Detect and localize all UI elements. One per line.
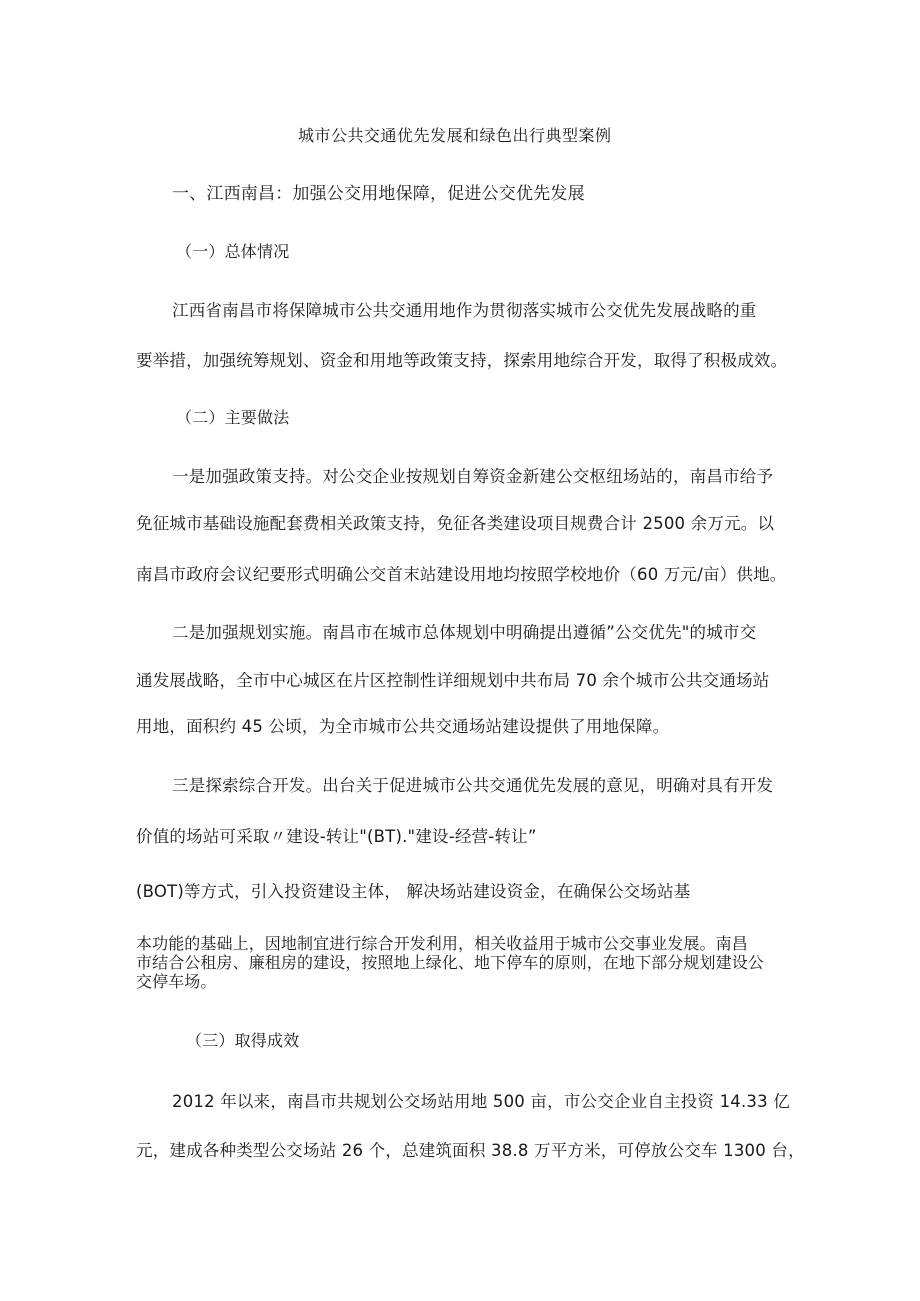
subsection-heading-results: （三）取得成效	[186, 1031, 300, 1050]
paragraph-3-line-2: 通发展战略，全市中心城区在片区控制性详细规划中共布局 70 余个城市公共交通场站	[136, 671, 770, 690]
document-title: 城市公共交通优先发展和绿色出行典型案例	[298, 126, 612, 145]
paragraph-4-line-1: 三是探索综合开发。出台关于促进城市公共交通优先发展的意见，明确对具有开发	[172, 776, 774, 795]
paragraph-5-line-1: 2012 年以来，南昌市共规划公交场站用地 500 亩，市公交企业自主投资 14.33 亿	[172, 1092, 790, 1111]
paragraph-4-line-3: (BOT)等方式，引入投资建设主体， 解决场站建设资金，在确保公交场站基	[136, 882, 691, 901]
paragraph-4-line-4: 本功能的基础上，因地制宜进行综合开发利用，相关收益用于城市公交事业发展。南昌	[136, 934, 748, 953]
paragraph-4-line-6: 交停车场。	[136, 972, 217, 991]
paragraph-4-line-5: 市结合公租房、廉租房的建设，按照地上绿化、地下停车的原则，在地下部分规划建设公	[136, 953, 764, 972]
paragraph-2-line-1: 一是加强政策支持。对公交企业按规划自筹资金新建公交枢纽场站的，南昌市给予	[172, 467, 774, 486]
paragraph-2-line-3: 南昌市政府会议纪要形式明确公交首末站建设用地均按照学校地价（60 万元/亩）供地。	[136, 565, 787, 584]
paragraph-3-line-3: 用地，面积约 45 公顷，为全市城市公共交通场站建设提供了用地保障。	[136, 717, 670, 736]
paragraph-5-line-2: 元，建成各种类型公交场站 26 个，总建筑面积 38.8 万平方米，可停放公交车 1300 台，	[136, 1141, 805, 1160]
paragraph-4-line-2: 价值的场站可采取〃建设-转让"(BT)."建设-经营-转让”	[136, 827, 537, 846]
paragraph-1-line-1: 江西省南昌市将保障城市公共交通用地作为贯彻落实城市公交优先发展战略的重	[172, 301, 757, 320]
paragraph-3-line-1: 二是加强规划实施。南昌市在城市总体规划中明确提出遵循”公交优先"的城市交	[172, 623, 757, 642]
subsection-heading-overview: （一）总体情况	[176, 242, 290, 261]
paragraph-2-line-2: 免征城市基础设施配套费相关政策支持，免征各类建设项目规费合计 2500 余万元。以	[136, 514, 775, 533]
paragraph-1-line-2: 要举措，加强统筹规划、资金和用地等政策支持，探索用地综合开发，取得了积极成效。	[136, 351, 788, 370]
subsection-heading-practices: （二）主要做法	[176, 408, 290, 427]
section-heading-1: 一、江西南昌：加强公交用地保障，促进公交优先发展	[172, 184, 585, 204]
paragraph-4-block	[136, 934, 796, 991]
